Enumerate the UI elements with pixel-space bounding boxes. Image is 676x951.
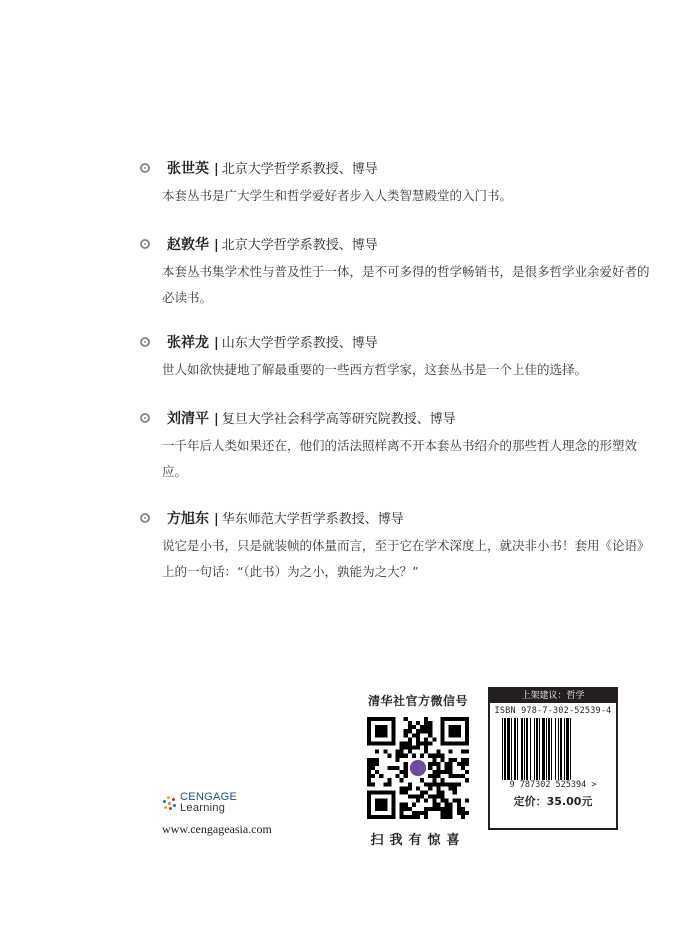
barcode-icon <box>496 718 610 780</box>
circle-bullet-icon <box>140 163 150 173</box>
endorsement-text: 本套丛书是广大学生和哲学爱好者步入人类智慧殿堂的入门书。 <box>162 188 513 203</box>
brand-name: CENGAGE <box>180 791 238 803</box>
endorsement-text: 本套丛书集学术性与普及性于一体，是不可多得的哲学畅销书，是很多哲学业余爱好者的必读书。 <box>162 264 650 305</box>
endorser-title: 复旦大学社会科学高等研究院教授、博导 <box>221 412 456 427</box>
qr-code-icon[interactable] <box>367 717 469 819</box>
cengage-dots-icon <box>162 796 176 810</box>
endorser-name: 张世英 <box>167 161 209 177</box>
endorsement-text: 一千年后人类如果还在，他们的活法照样离不开本套丛书绍介的那些哲人理念的形塑效应。 <box>162 438 638 479</box>
endorser-title: 华东师范大学哲学系教授、博导 <box>221 512 404 527</box>
qr-block <box>363 692 473 848</box>
separator: | <box>214 512 219 527</box>
publisher-url[interactable]: www.cengageasia.com <box>162 822 272 836</box>
endorser-title: 北京大学哲学系教授、博导 <box>221 238 378 253</box>
price: 定价：35.00元 <box>513 795 593 808</box>
circle-bullet-icon <box>140 513 150 523</box>
separator: | <box>214 162 219 177</box>
endorser-title: 山东大学哲学系教授、博导 <box>221 336 378 351</box>
circle-bullet-icon <box>140 413 150 423</box>
publisher-logo-block <box>162 792 272 837</box>
qr-title: 清华社官方微信号 <box>367 694 468 708</box>
barcode-digits: 9 787302 525394 > <box>509 780 597 790</box>
endorser-name: 刘清平 <box>167 411 209 427</box>
endorser-name: 方旭东 <box>167 511 209 527</box>
circle-bullet-icon <box>140 239 150 249</box>
endorsement-text: 世人如欲快捷地了解最重要的一些西方哲学家，这套丛书是一个上佳的选择。 <box>162 362 588 377</box>
endorser-name: 张祥龙 <box>167 335 209 351</box>
brand-subname: Learning <box>180 802 226 814</box>
separator: | <box>214 238 219 253</box>
endorsement-text: 说它是小书，只是就装帧的体量而言，至于它在学术深度上，就决非小书！套用《论语》上的一句话：“（此书）为之小，孰能为之大？” <box>162 538 650 579</box>
separator: | <box>214 412 219 427</box>
endorser-name: 赵敦华 <box>167 237 209 253</box>
isbn-number: ISBN 978-7-302-52539-4 <box>494 706 612 716</box>
cengage-logo <box>162 792 272 814</box>
separator: | <box>214 336 219 351</box>
shelf-label: 上架建议：哲学 <box>490 689 616 703</box>
qr-caption: 扫我有惊喜 <box>370 833 466 848</box>
circle-bullet-icon <box>140 337 150 347</box>
isbn-box <box>488 687 618 830</box>
endorser-title: 北京大学哲学系教授、博导 <box>221 162 378 177</box>
